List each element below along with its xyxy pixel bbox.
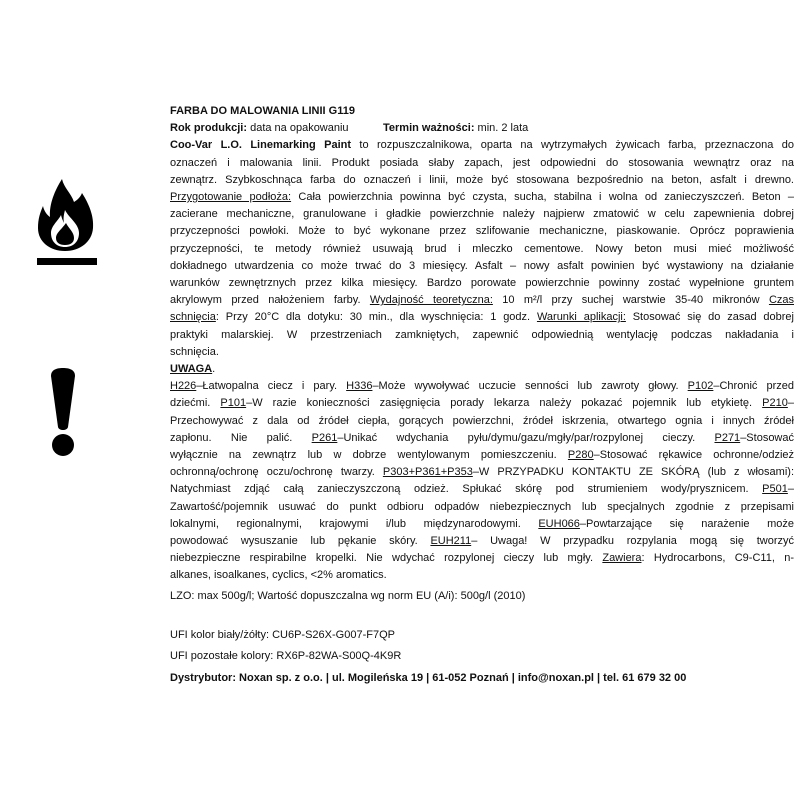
hazard-text: –W PRZYPADKU KONTAKTU ZE SKÓRĄ (lub z włosami): <box>472 466 794 479</box>
hazard-line <box>170 395 794 412</box>
hazard-text: –Chronić przed <box>713 380 794 393</box>
voc-info: LZO: max 500g/l; Wartość dopuszczalna wg norm EU (A/i): 500g/l (2010) <box>170 589 526 602</box>
hazard-line <box>170 378 794 395</box>
hazard-code: EUH211 <box>430 535 472 548</box>
description-line <box>170 189 794 206</box>
description-text: przyczepności, te metody również usuwają brud i mleczko cementowe. Nowy beton musi mieć możliwość <box>170 242 794 255</box>
hazard-text: – <box>787 483 794 496</box>
description-text: Stosować się do zasad dobrej <box>625 311 794 324</box>
hazard-code: EUH066 <box>538 517 580 530</box>
hazard-line <box>170 567 794 584</box>
hazard-text: –Powtarzające się narażenie może <box>579 517 794 530</box>
label-text <box>170 103 794 689</box>
warning-heading: UWAGA <box>170 363 213 376</box>
hazard-text: alkanes, isoalkanes, cyclics, <2% aromatics. <box>170 569 387 582</box>
hazard-code: H336 <box>346 380 373 393</box>
hazard-text: –Stosować rękawice ochronne/odzież <box>593 449 794 462</box>
hazard-text: powodować wysuszanie lub pękanie skóry. <box>170 535 431 548</box>
hazard-line <box>170 550 794 567</box>
description-line <box>170 223 794 240</box>
hazard-text: wyłącznie na zewnątrz lub w dobrze wentylowanym pomieszczeniu. <box>170 449 568 462</box>
hazard-text: – <box>787 397 794 410</box>
product-title: FARBA DO MALOWANIA LINII G119 <box>170 105 355 117</box>
production-label: Rok produkcji: <box>170 122 248 135</box>
production-date <box>170 120 383 137</box>
hazard-line <box>170 430 794 447</box>
hazard-line <box>170 481 794 498</box>
description-text: zacierane mechaniczne, granulowane i gładkie powierzchnie należy najpierw zmatowić w celu zapewnienia dobrej <box>170 208 794 221</box>
description-line <box>170 292 794 309</box>
expiry-label: Termin ważności: <box>383 122 475 135</box>
hazard-line <box>170 533 794 550</box>
hazard-text: : Hydrocarbons, C9-C11, n- <box>641 552 794 565</box>
hazard-text: Natychmiast zdjąć całą zanieczyszczoną odzież. Spłukać skórę pod strumieniem wody/prysznicem. <box>170 483 763 496</box>
ufi-white-yellow: UFI kolor biały/żółty: CU6P-S26X-G007-F7QP <box>170 628 395 641</box>
hazard-code: P501 <box>762 483 788 496</box>
section-label: Czas <box>768 294 794 307</box>
description-line <box>170 309 794 326</box>
description-line <box>170 344 794 361</box>
hazard-line <box>170 516 794 533</box>
hazard-code: P303+P361+P353 <box>382 466 473 479</box>
description-text: dokładnego utwardzenia co może trwać do 3 miesięcy. Asfalt – nowy asfalt powinien być wystawiony na działanie <box>170 259 794 272</box>
warning-pictogram <box>48 368 78 458</box>
hazard-text: –W razie konieczności zasięgnięcia porady lekarza należy pokazać pojemnik lub etykietę. <box>246 397 763 410</box>
description-text: : Przy 20°C dla dotyku: 30 min., dla wyschnięcia: 1 godz. <box>215 311 537 324</box>
description-line <box>170 172 794 189</box>
hazard-text: Przechowywać z dala od źródeł ciepła, gorących powierzchni, źródeł iskrzenia, otwartego ognia i innych źródeł <box>170 414 794 427</box>
description-line <box>170 155 794 172</box>
description-text: oznaczeń i malowania linii. Produkt posiada słaby zapach, jest odpowiedni do stosowania wewnątrz oraz na <box>170 156 794 169</box>
description-text: schnięcia. <box>170 345 219 358</box>
hazard-line <box>170 413 794 430</box>
description-text: akrylowym przed nałożeniem farby. <box>170 294 370 307</box>
hazard-text: –Unikać wdychania pyłu/dymu/gazu/mgły/par/rozpylonej cieczy. <box>337 431 715 444</box>
hazard-code: P261 <box>311 431 338 444</box>
hazard-code: P102 <box>687 380 714 393</box>
hazard-line <box>170 499 794 516</box>
section-label: schnięcia <box>170 311 216 324</box>
description-text: Cała powierzchnia powinna być czysta, sucha, stabilna i wolna od zanieczyszczeń. Beton – <box>291 191 795 204</box>
description-line <box>170 206 794 223</box>
hazard-code: P101 <box>220 397 247 410</box>
description-text: 10 m²/l przy suchej warstwie 35-40 mikronów <box>492 294 769 307</box>
hazard-text: –Może wywoływać uczucie senności lub zawroty głowy. <box>372 380 688 393</box>
hazard-text: zapłonu. Nie palić. <box>170 431 312 444</box>
description-line <box>170 275 794 292</box>
hazard-text: lokalnymi, regionalnymi, krajowymi i/lub międzynarodowymi. <box>170 517 539 530</box>
hazard-text: –Łatwopalna ciecz i pary. <box>196 380 347 393</box>
description-text: przyczepności powłoki. Może to być wykonane przez szlifowanie mechaniczne, piaskowanie. Oprócz poprawienia <box>170 225 794 238</box>
warning-heading-line <box>170 361 794 378</box>
product-name: Coo-Var L.O. Linemarking Paint <box>170 139 352 152</box>
product-description <box>170 137 794 361</box>
flame-icon <box>33 176 97 268</box>
description-text: zewnątrz. Szybkoschnąca farba do oznaczeń i linii, może być stosowana bezpośrednio na beton, asfalt i drewno. <box>170 173 794 186</box>
section-label: Przygotowanie podłoża: <box>170 191 292 204</box>
hazard-text: –Stosować <box>740 431 794 444</box>
description-text: praktyki malarskiej. W przestrzeniach zamkniętych, zapewnić odpowiednią wentylację podczas nakładania i <box>170 328 794 341</box>
section-label: Zawiera <box>602 552 642 565</box>
hazard-code: P280 <box>567 449 594 462</box>
description-line <box>170 258 794 275</box>
distributor: Dystrybutor: Noxan sp. z o.o. | ul. Mogileńska 19 | 61-052 Poznań | info@noxan.pl | tel. 61 679 32 00 <box>170 671 687 684</box>
hazard-text: niebezpieczne respirabilne kropelki. Nie wdychać rozpylonej cieczy lub mgły. <box>170 552 603 565</box>
hazard-text: dziećmi. <box>170 397 221 410</box>
flammable-pictogram <box>33 176 97 268</box>
hazard-text: Zawartość/pojemnik usuwać do punkt odbioru odpadów niebezpiecznych lub specjalnych zgodnie z przepisami <box>170 500 794 513</box>
description-line <box>170 327 794 344</box>
hazard-line <box>170 447 794 464</box>
description-line <box>170 137 794 154</box>
production-info <box>170 120 794 137</box>
hazard-code: P210 <box>762 397 788 410</box>
production-value: data na opakowaniu <box>250 122 349 135</box>
hazard-code: H226 <box>170 380 197 393</box>
footer <box>170 625 794 690</box>
warning-heading-suffix: . <box>212 363 216 376</box>
hazard-text: ochronną/ochronę oczu/ochronę twarzy. <box>170 466 383 479</box>
description-text: warunków zewnętrznych przez kilka miesięcy. Bardzo porowate powierzchnie powinny zostać wypełnione gruntem <box>170 277 794 290</box>
ufi-other-colors: UFI pozostałe kolory: RX6P-82WA-S00Q-4K9R <box>170 650 402 663</box>
section-label: Wydajność teoretyczna: <box>369 294 493 307</box>
expiry-value: min. 2 lata <box>477 122 529 135</box>
hazard-statements <box>170 378 794 584</box>
description-line <box>170 241 794 258</box>
exclamation-icon <box>48 368 78 458</box>
hazard-text: – Uwaga! W przypadku rozpylania mogą się tworzyć <box>471 535 794 548</box>
description-text: to rozpuszczalnikowa, oparta na wytrzymałych żywicach farba, przeznaczona do <box>351 139 794 152</box>
section-label: Warunki aplikacji: <box>536 311 626 324</box>
hazard-code: P271 <box>714 431 741 444</box>
hazard-line <box>170 464 794 481</box>
